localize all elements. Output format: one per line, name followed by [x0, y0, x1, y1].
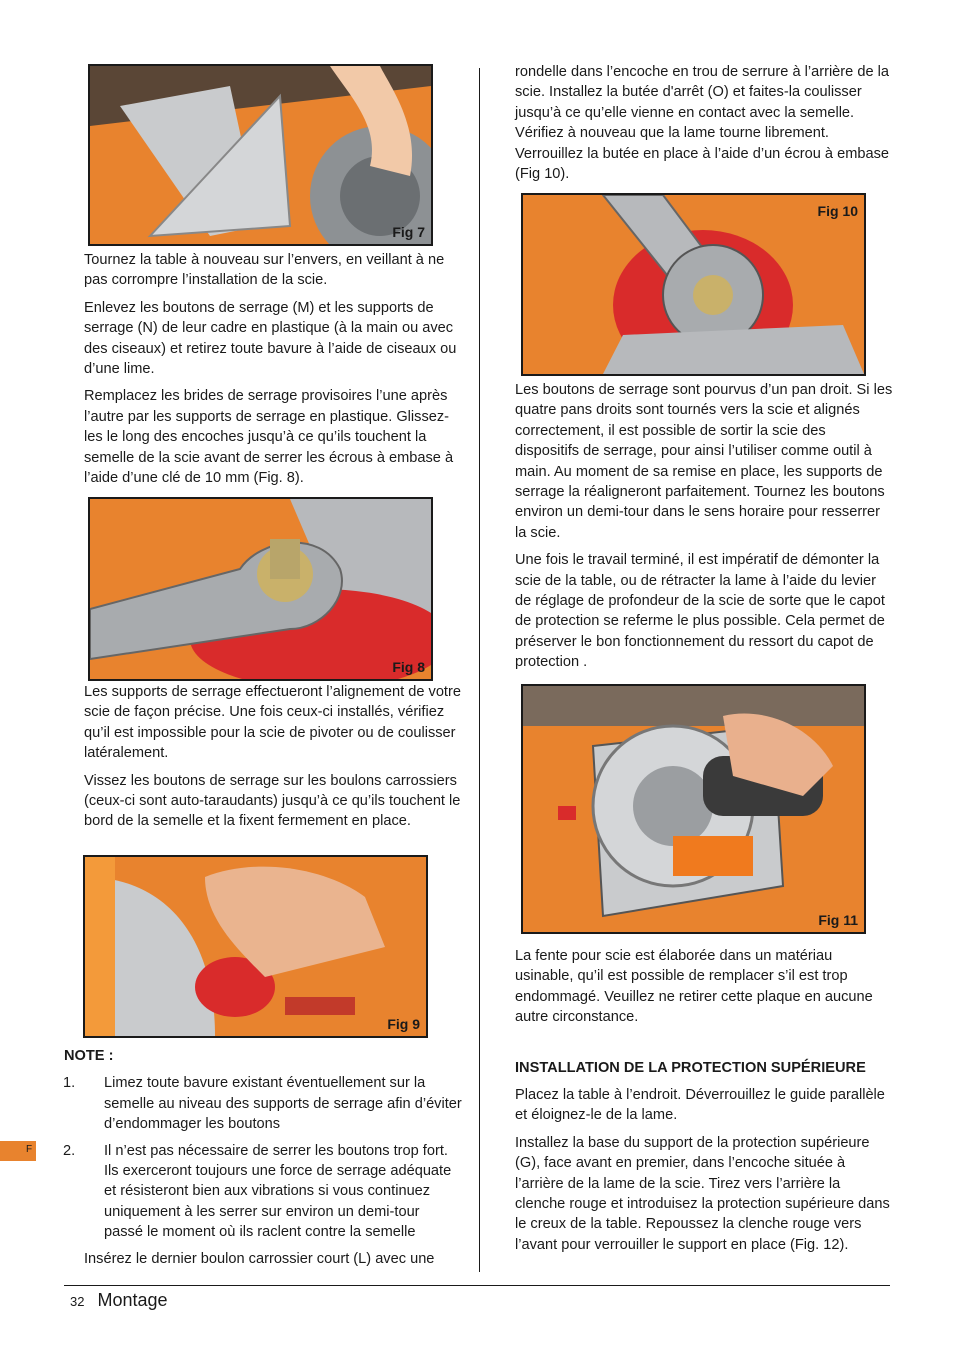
right-paragraph-2: Les boutons de serrage sont pourvus d’un pan droit. Si les quatre pans droits sont tournés vers la scie et alignés correctement, il est possible de sortir la scie des dispositifs de serrage, pour ainsi l’utiliser comme outil à main. Au moment de sa remise en place, les supports de serrage la réaligneront parfaitement. Tournez les boutons environ un demi-tour dans le sens horaire pour resserrer la scie.	[515, 382, 893, 541]
note-text: Limez toute bavure existant éventuellement sur la semelle au niveau des supports de serrage afin d’éviter d’endommager les boutons	[104, 1075, 462, 1133]
fig7-label: Fig 7	[392, 224, 425, 240]
note-title: NOTE :	[64, 1048, 114, 1064]
note-number: 2.	[63, 1142, 76, 1159]
fig9-label: Fig 9	[387, 1016, 420, 1032]
left-paragraph-2: Enlevez les boutons de serrage (M) et les supports de serrage (N) de leur cadre en plastique (à la main ou avec des ciseaux) et retirez toute bavure à l’aide de ciseaux ou d’une lime.	[84, 299, 457, 378]
right-paragraph-5: Placez la table à l’endroit. Déverrouillez le guide parallèle et éloignez-le de la lame.	[515, 1087, 885, 1124]
left-paragraph-1: Tournez la table à nouveau sur l’envers, en veillant à ne pas corrompre l’installation de la scie.	[84, 252, 445, 289]
left-paragraph-4: Les supports de serrage effectueront l’alignement de votre scie de façon précise. Une fois ceux-ci installés, vérifiez qu’il est impossible pour la scie de pivoter ou de coulisser latéralement.	[84, 684, 461, 762]
left-paragraph-5: Vissez les boutons de serrage sur les boulons carrossiers (ceux-ci sont auto-taraudants) jusqu’à ce qu’ils touchent le bord de la semelle et la fixent fermement en place.	[84, 772, 461, 830]
figure-9	[83, 855, 428, 1038]
fig8-photo	[90, 499, 431, 679]
figure-11	[521, 684, 866, 934]
list-item	[63, 1141, 462, 1243]
fig9-photo	[85, 857, 426, 1036]
fig8-label: Fig 8	[392, 659, 425, 675]
note-text: Il n’est pas nécessaire de serrer les boutons trop fort. Ils exerceront toujours une force de serrage adéquate et résisteront bien aux vibrations si vous continuez uniquement à les serrer sur environ un demi-tour passé le moment où ils raclent contre la semelle	[104, 1142, 452, 1241]
footer-rule	[64, 1285, 890, 1286]
language-tab-label: F	[26, 1144, 33, 1155]
fig10-label: Fig 10	[817, 203, 858, 219]
note-number: 1.	[63, 1075, 76, 1092]
list-item	[63, 1073, 462, 1134]
left-paragraph-3: Remplacez les brides de serrage provisoires l’une après l’autre par les supports de serrage en plastique. Glissez-les le long des encoches jusqu’à ce qu’ils touchent la semelle de la scie avant de serrer les écrous à embase à l’aide d’une clé de 10 mm (Fig. 8).	[84, 388, 454, 487]
page-number: 32	[70, 1294, 85, 1309]
figure-7	[88, 64, 433, 246]
fig11-photo	[523, 686, 864, 932]
right-paragraph-3: Une fois le travail terminé, il est impératif de démonter la scie de la table, ou de rétracter la lame à l’aide du levier de réglage de profondeur de la scie de sorte que le capot de protection se referme le plus possible. Cela permet de préserver le bon fonctionnement du ressort du capot de protection .	[515, 552, 885, 671]
right-paragraph-1: rondelle dans l’encoche en trou de serrure à l’arrière de la scie. Installez la butée d'arrêt (O) et faites-la coulisser jusqu’à ce qu’elle vienne en contact avec la semelle. Vérifiez à nouveau que la lame tourne librement. Verrouillez la butée en place à l’aide d’un écrou à embase (Fig 10).	[515, 64, 890, 183]
fig7-photo	[90, 66, 431, 244]
fig11-label: Fig 11	[818, 912, 858, 928]
note-list	[64, 1073, 462, 1242]
right-paragraph-6: Installez la base du support de la protection supérieure (G), face avant en premier, dans l’encoche située à l’arrière de la lame de la scie. Tirez vers l’arrière la clenche rouge et introduisez la protection supérieure dans le creux de la table. Repoussez la clenche rouge vers l’avant pour verrouiller le support en place (Fig. 12).	[515, 1134, 890, 1253]
right-column-bottom	[515, 946, 893, 1262]
footer	[70, 1290, 168, 1311]
section-name: Montage	[97, 1290, 168, 1310]
left-paragraph-6: Insérez le dernier boulon carrossier court (L) avec une	[84, 1250, 435, 1267]
section-heading: INSTALLATION DE LA PROTECTION SUPÉRIEURE	[515, 1059, 866, 1076]
right-column-top	[515, 62, 893, 191]
figure-8	[88, 497, 433, 681]
left-column-mid	[84, 682, 462, 839]
right-column-mid	[515, 380, 893, 680]
note-block	[64, 1046, 462, 1276]
column-divider	[479, 68, 480, 1272]
left-column	[84, 250, 462, 495]
fig10-photo	[523, 195, 864, 374]
right-paragraph-4: La fente pour scie est élaborée dans un matériau usinable, qu’il est possible de remplacer s’il est trop endommagé. Veuillez ne retirer cette plaque en aucune autre circonstance.	[515, 948, 873, 1026]
language-tab	[0, 1141, 36, 1161]
figure-10	[521, 193, 866, 376]
